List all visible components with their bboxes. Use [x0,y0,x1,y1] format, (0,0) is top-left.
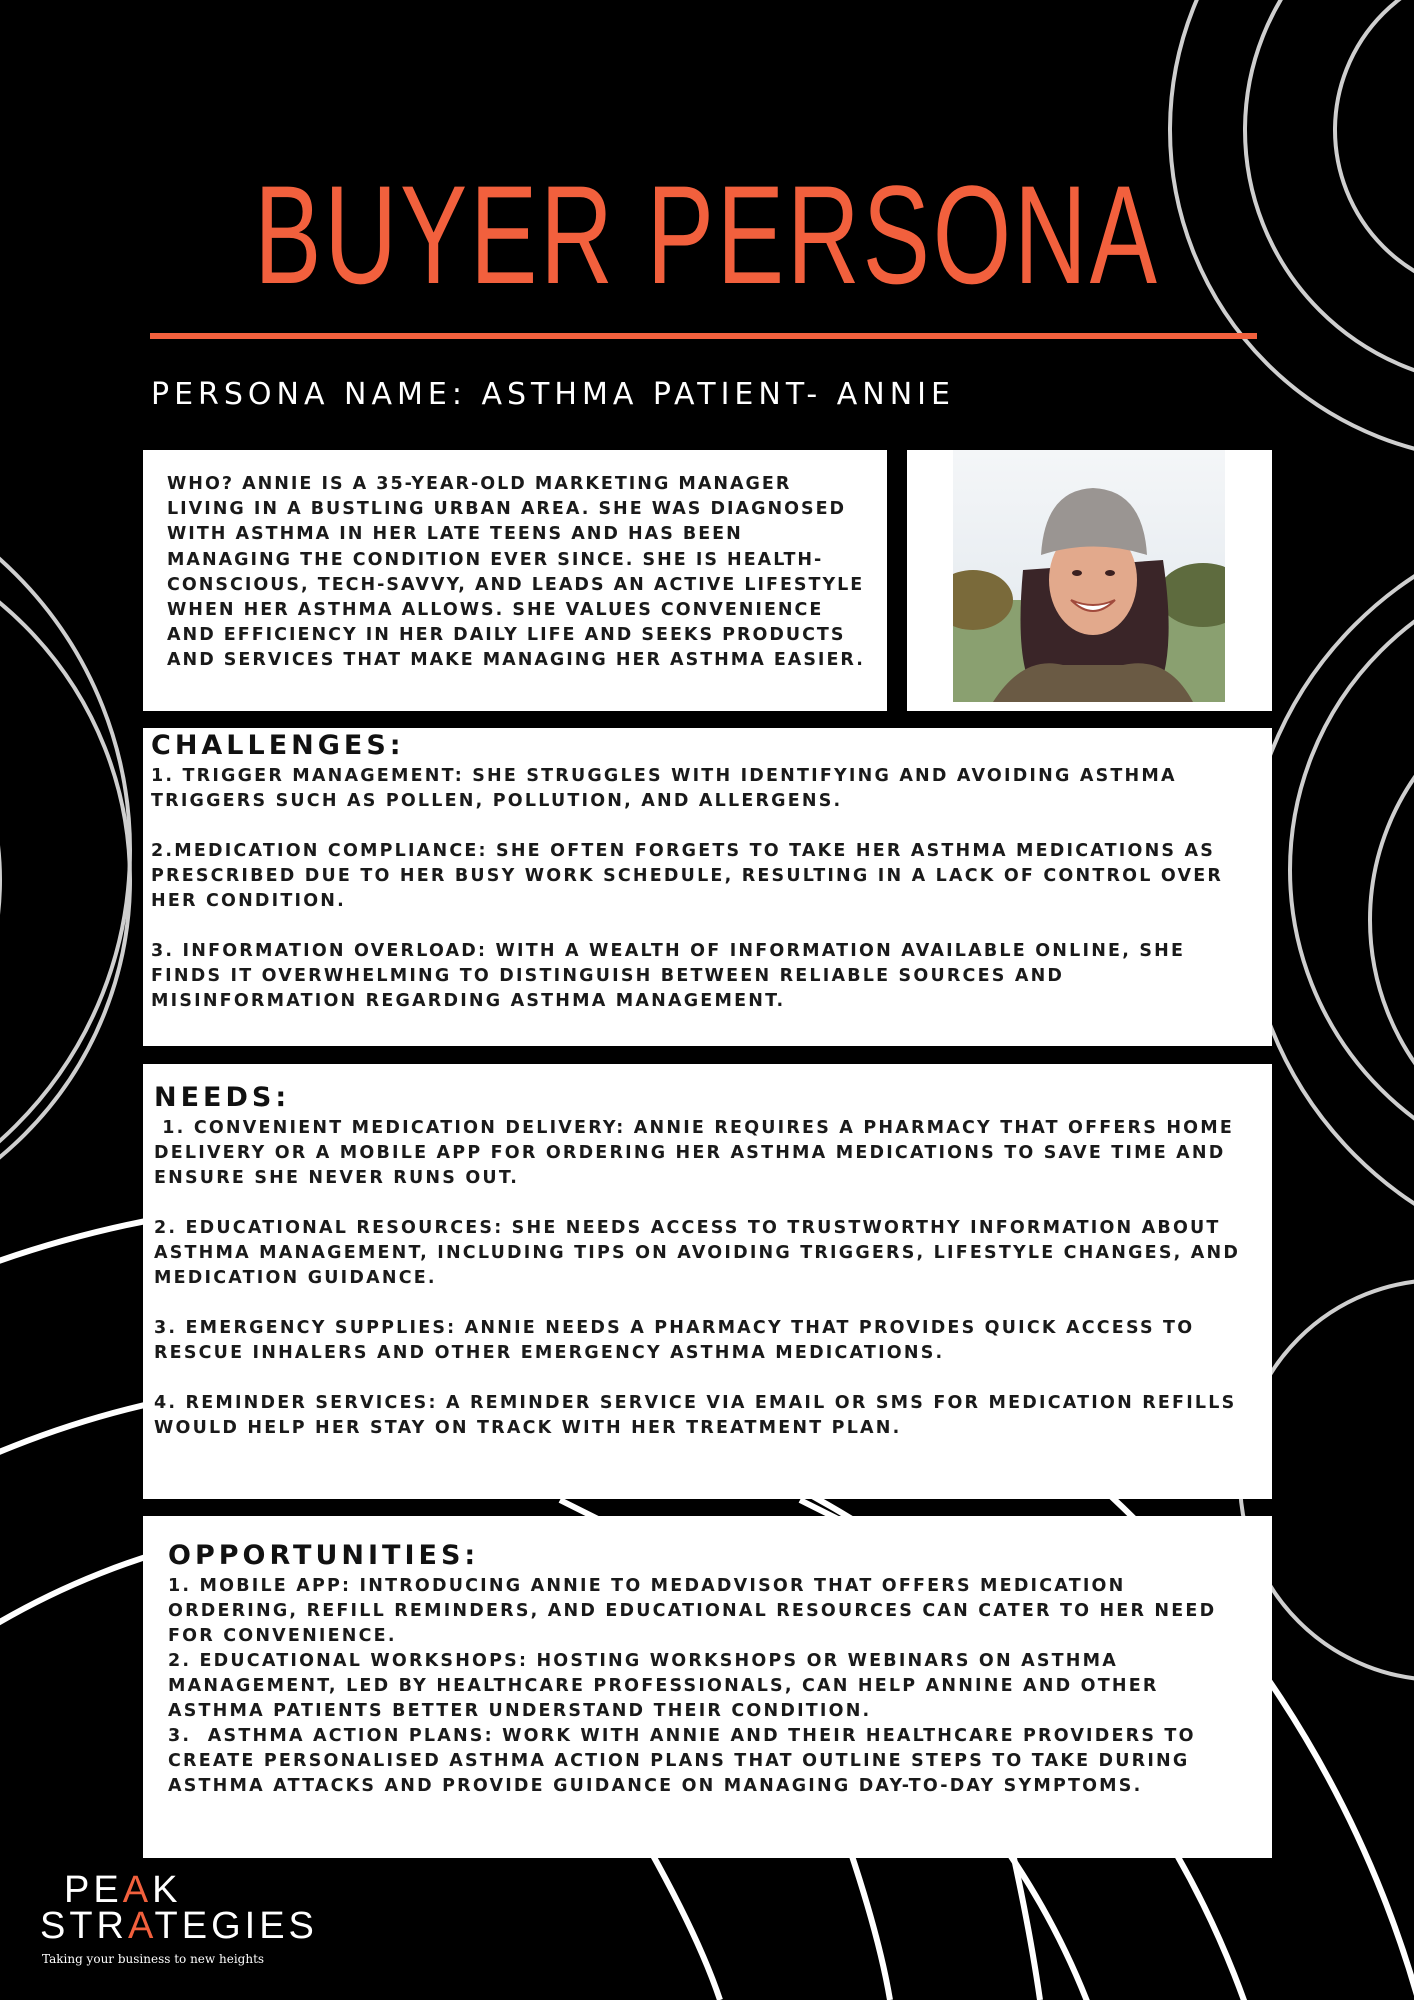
need-item: 1. CONVENIENT MEDICATION DELIVERY: ANNIE REQUIRES A PHARMACY THAT OFFERS HOME DELIVERY OR A MOBILE APP FOR ORDERING HER ASTHMA MEDICATIONS TO SAVE TIME AND ENSURE SHE NEVER RUNS OUT. [154,1118,1243,1188]
peak-strategies-logo [40,1869,318,1970]
need-item: 2. EDUCATIONAL RESOURCES: SHE NEEDS ACCESS TO TRUSTWORTHY INFORMATION ABOUT ASTHMA MANAGEMENT, INCLUDING TIPS ON AVOIDING TRIGGERS, LIFESTYLE CHANGES, AND MEDICATION GUIDANCE. [154,1218,1241,1288]
opportunity-item: 2. EDUCATIONAL WORKSHOPS: HOSTING WORKSHOPS OR WEBINARS ON ASTHMA MANAGEMENT, LED BY HEALTHCARE PROFESSIONALS, CAN HELP ANNINE AND OTHER ASTHMA PATIENTS BETTER UNDERSTAND THEIR CONDITION. [168,1651,1159,1721]
challenges-list [151,764,1258,1014]
challenge-item: 3. INFORMATION OVERLOAD: WITH A WEALTH OF INFORMATION AVAILABLE ONLINE, SHE FINDS IT OVERWHELMING TO DISTINGUISH BETWEEN RELIABLE SOURCES AND MISINFORMATION REGARDING ASTHMA MANAGEMENT. [151,941,1186,1011]
opportunity-item: 3. ASTHMA ACTION PLANS: WORK WITH ANNIE AND THEIR HEALTHCARE PROVIDERS TO CREATE PERSONALISED ASTHMA ACTION PLANS THAT OUTLINE STEPS TO TAKE DURING ASTHMA ATTACKS AND PROVIDE GUIDANCE ON MANAGING DAY-TO-DAY SYMPTOMS. [168,1726,1204,1796]
need-item: 4. REMINDER SERVICES: A REMINDER SERVICE VIA EMAIL OR SMS FOR MEDICATION REFILLS WOULD HELP HER STAY ON TRACK WITH HER TREATMENT PLAN. [154,1393,1237,1438]
opportunities-heading: OPPORTUNITIES: [168,1540,480,1571]
challenge-item: 1. TRIGGER MANAGEMENT: SHE STRUGGLES WITH IDENTIFYING AND AVOIDING ASTHMA TRIGGERS SUCH AS POLLEN, POLLUTION, AND ALLERGENS. [151,766,1177,811]
need-item: 3. EMERGENCY SUPPLIES: ANNIE NEEDS A PHARMACY THAT PROVIDES QUICK ACCESS TO RESCUE INHALERS AND OTHER EMERGENCY ASTHMA MEDICATIONS. [154,1318,1195,1363]
who-text: WHO? ANNIE IS A 35-YEAR-OLD MARKETING MANAGER LIVING IN A BUSTLING URBAN AREA. SHE WAS DIAGNOSED WITH ASTHMA IN HER LATE TEENS AND HAS BEEN MANAGING THE CONDITION EVER SINCE. SHE IS HEALTH-CONSCIOUS, TECH-SAVVY, AND LEADS AN ACTIVE LIFESTYLE WHEN HER ASTHMA ALLOWS. SHE VALUES CONVENIENCE AND EFFICIENCY IN HER DAILY LIFE AND SEEKS PRODUCTS AND SERVICES THAT MAKE MANAGING HER ASTHMA EASIER. [167,474,865,671]
photo-card [907,450,1272,711]
opportunities-list [168,1574,1252,1799]
opportunity-item: 1. MOBILE APP: INTRODUCING ANNIE TO MEDADVISOR THAT OFFERS MEDICATION ORDERING, REFILL REMINDERS, AND EDUCATIONAL RESOURCES CAN CATER TO HER NEED FOR CONVENIENCE. [168,1576,1217,1646]
who-card [143,450,887,711]
title-underline [150,333,1257,339]
opportunities-card [143,1516,1272,1858]
persona-photo-icon [953,450,1225,702]
needs-heading: NEEDS: [154,1082,291,1113]
challenges-card [143,728,1272,1046]
persona-name: PERSONA NAME: ASTHMA PATIENT- ANNIE [151,377,955,412]
page-title: BUYER PERSONA [254,156,1160,313]
challenges-heading: CHALLENGES: [151,730,405,761]
logo-line-1: PEAK [64,1869,182,1911]
logo-tagline: Taking your business to new heights [42,1952,265,1966]
needs-list [154,1116,1264,1441]
needs-card [143,1064,1272,1499]
logo-line-2: STRATEGIES [40,1905,318,1947]
persona-photo [953,450,1225,702]
challenge-item: 2.MEDICATION COMPLIANCE: SHE OFTEN FORGETS TO TAKE HER ASTHMA MEDICATIONS AS PRESCRIBED DUE TO HER BUSY WORK SCHEDULE, RESULTING IN A LACK OF CONTROL OVER HER CONDITION. [151,841,1224,911]
